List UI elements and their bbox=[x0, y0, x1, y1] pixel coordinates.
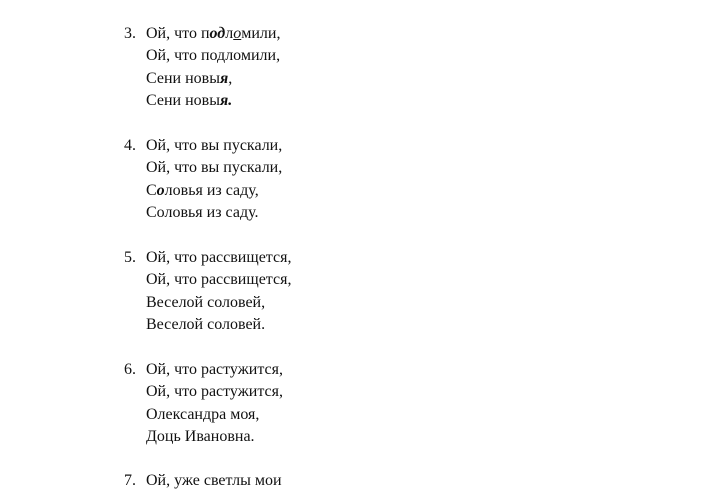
verse-lines bbox=[146, 247, 291, 336]
lyric-text: Доць Ивановна. bbox=[146, 427, 255, 445]
verse-number: 6. bbox=[124, 361, 136, 378]
lyric-text: , bbox=[228, 69, 233, 87]
verse-number: 7. bbox=[124, 472, 136, 489]
lyric-line bbox=[146, 202, 282, 224]
lyric-text: Ой, что п bbox=[146, 25, 210, 42]
lyric-line bbox=[146, 135, 282, 157]
stressed-syllable: я. bbox=[219, 91, 233, 109]
lyric-text: Ой, что растужится, bbox=[146, 383, 283, 401]
lyric-line bbox=[146, 23, 280, 45]
lyric-line bbox=[146, 157, 282, 179]
stressed-syllable: о bbox=[233, 25, 242, 42]
lyric-text: Ой, что растужится, bbox=[146, 361, 283, 378]
stressed-syllable: о bbox=[156, 181, 165, 199]
lyric-text: Веселой соловей. bbox=[146, 315, 266, 333]
lyric-text: Ой, что вы пускали, bbox=[146, 159, 283, 177]
lyric-text: Веселой соловей, bbox=[146, 293, 266, 311]
lyric-line bbox=[146, 292, 291, 314]
lyric-line bbox=[146, 90, 280, 112]
lyric-line bbox=[146, 404, 283, 426]
verse-number: 3. bbox=[124, 25, 136, 42]
lyric-text: Ой, что рассвищется, bbox=[146, 271, 292, 289]
lyric-line bbox=[146, 381, 283, 403]
verse-lines bbox=[146, 23, 280, 112]
lyric-text: Ой, что подломили, bbox=[146, 47, 281, 65]
lyric-line bbox=[146, 180, 282, 202]
stressed-syllable: я bbox=[219, 69, 229, 87]
lyric-line bbox=[146, 45, 280, 67]
verse-lines bbox=[146, 135, 282, 224]
lyric-text: Соловья из саду. bbox=[146, 203, 259, 221]
lyric-text: Сени новы bbox=[146, 91, 220, 109]
lyric-text: Сени новы bbox=[146, 69, 220, 87]
lyric-text: ловья из саду, bbox=[164, 181, 259, 199]
lyric-line bbox=[146, 314, 291, 336]
lyric-line bbox=[146, 426, 283, 448]
lyric-line bbox=[146, 359, 283, 381]
lyric-text: Ой, что вы пускали, bbox=[146, 137, 283, 154]
lyric-text: Ой, уже светлы мои bbox=[146, 472, 282, 489]
lyric-text: л bbox=[225, 25, 234, 42]
lyric-text: Олександра моя, bbox=[146, 405, 260, 423]
lyric-text: С bbox=[146, 181, 157, 199]
lyric-text: мили, bbox=[241, 25, 281, 42]
verse-lines bbox=[146, 470, 282, 492]
verse-number: 5. bbox=[124, 249, 136, 266]
verse-number: 4. bbox=[124, 137, 136, 154]
lyric-line bbox=[146, 247, 291, 269]
lyric-line bbox=[146, 269, 291, 291]
stressed-syllable: од bbox=[209, 25, 226, 42]
lyric-line bbox=[146, 470, 282, 492]
verse-lines bbox=[146, 359, 283, 448]
lyric-text: Ой, что рассвищется, bbox=[146, 249, 292, 266]
lyric-line bbox=[146, 68, 280, 90]
